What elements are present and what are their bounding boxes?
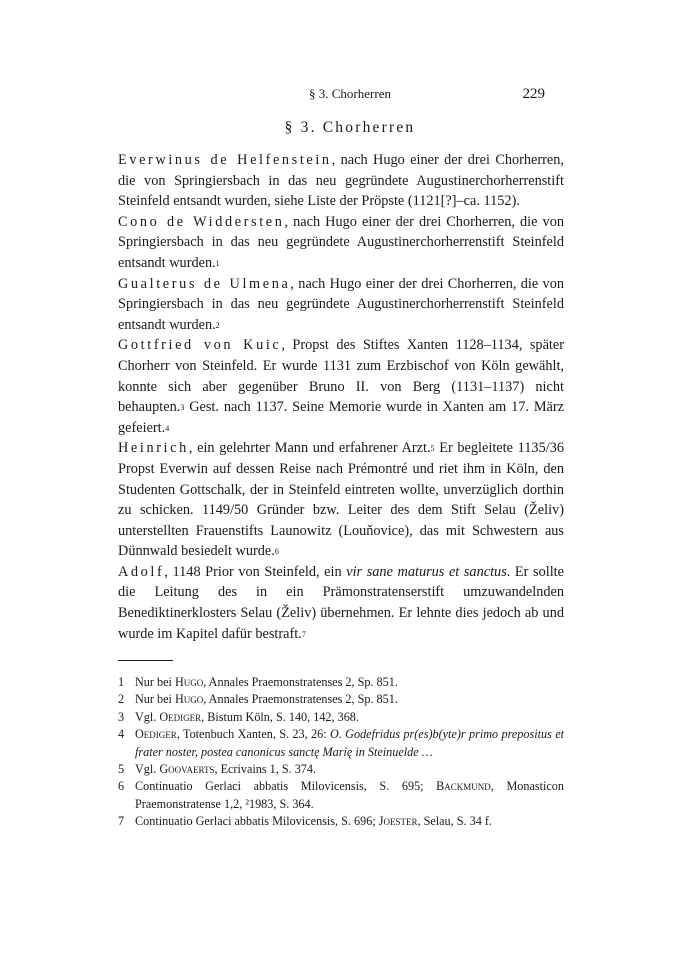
- footnote-text: , Bistum Köln, S. 140, 142, 368.: [201, 709, 359, 724]
- entry-text-cont: . Er sollte die Leitung des in ein Prämonstratenserstift umzuwandelnden Benediktinerklosters Selau (Želiv) übernehmen. Er lehnte dies jedoch ab und wurde im Kapitel dafür bestraft.: [118, 563, 564, 642]
- footnote-1: [118, 674, 564, 691]
- running-head: [0, 86, 700, 106]
- footnote-text: , Annales Praemonstratenses 2, Sp. 851.: [203, 675, 398, 689]
- footnote-4: [118, 726, 564, 761]
- footnote-3: [118, 709, 564, 726]
- entry-text-cont: Gest. nach 1137. Seine Memorie wurde in Xanten am 17. März gefeiert.: [118, 399, 564, 436]
- entry-gottfried: [118, 335, 564, 438]
- footnote-number: 7: [118, 814, 125, 829]
- entry-name: Gottfried von Kuic: [118, 337, 282, 354]
- entry-gualterus: [118, 274, 564, 336]
- entry-name: Heinrich: [118, 440, 189, 457]
- page-number: 229: [522, 86, 545, 102]
- entry-text-cont: Er begleitete 1135/36 Propst Everwin auf dessen Reise nach Prémontré und riet ihm in Köln, den Studenten Gottschalk, der in Steinfeld eintreten wollte, unverzüglich dorthin zu schicken. 1149/50 Gründer bzw. Leiter des dem Stift Selau (Želiv) unterstellten Frauenstifts Launowitz (Louňovice), das mit Schwestern aus Dünnwald besiedelt wurde.: [118, 440, 564, 560]
- footnote-author: Joester: [378, 814, 418, 829]
- footnote-author: Hugo: [174, 675, 204, 689]
- footnote-pre: Continuatio Gerlaci abbatis Milovicensis, S. 695;: [135, 779, 437, 794]
- footnote-number: 3: [118, 709, 125, 724]
- entry-text: , nach Hugo einer der drei Chorherren, die von Springiersbach in das neu gegründete Augustinerchorherrenstift Steinfeld entsandt wurden, siehe Liste der Pröpste (1121[?]–ca. 1152).: [118, 152, 564, 210]
- footnotes: [118, 674, 564, 831]
- section-title: § 3. Chorherren: [284, 119, 416, 136]
- latin-quote: vir sane maturus et sanctus: [346, 563, 507, 580]
- entry-text: , nach Hugo einer der drei Chorherren, die von Springiersbach in das neu gegründete Augustinerchorherrenstift Steinfeld entsandt wurden.: [118, 213, 564, 271]
- entry-cono: [118, 212, 564, 274]
- footnote-number: 4: [118, 727, 125, 742]
- entry-name: Gualterus de Ulmena: [118, 275, 291, 292]
- footnote-ref[interactable]: 5: [430, 444, 435, 454]
- footnote-ref[interactable]: 1: [215, 258, 220, 268]
- footnote-text: , Selau, S. 34 f.: [417, 814, 492, 829]
- footnote-6: [118, 778, 564, 813]
- entry-text: , nach Hugo einer der drei Chorherren, die von Springiersbach in das neu gegründete Augustinerchorherrenstift Steinfeld entsandt wurden.: [118, 275, 564, 333]
- footnote-number: 1: [118, 675, 125, 689]
- footnote-ref[interactable]: 4: [165, 423, 170, 433]
- footnote-pre: Continuatio Gerlaci abbatis Milovicensis, S. 696;: [135, 814, 379, 829]
- footnote-5: [118, 761, 564, 778]
- footnote-author: Backmund: [436, 779, 491, 794]
- entry-text: , ein gelehrter Mann und erfahrener Arzt.: [188, 440, 431, 457]
- entry-name: Cono de Widdersten: [118, 213, 285, 230]
- footnote-text: , Annales Praemonstratenses 2, Sp. 851.: [203, 692, 398, 707]
- footnote-pre: Nur bei: [135, 675, 175, 689]
- footnote-quote: O. Godefridus pr(es)b(yte)r primo prepositus et frater noster, postea canonicus sanctę Marię in Steinuelde …: [135, 727, 565, 759]
- footnote-number: 6: [118, 779, 125, 794]
- footnote-divider: [118, 660, 173, 661]
- footnote-author: Oediger: [135, 727, 177, 742]
- entry-everwinus: [118, 150, 564, 212]
- footnote-ref[interactable]: 3: [180, 403, 185, 413]
- main-text: [118, 150, 564, 644]
- footnote-number: 5: [118, 762, 125, 777]
- entry-name: Adolf: [118, 563, 165, 580]
- footnote-ref[interactable]: 2: [215, 320, 220, 330]
- footnote-author: Hugo: [174, 692, 204, 707]
- footnote-2: [118, 691, 564, 708]
- running-head-title: § 3. Chorherren: [309, 86, 391, 101]
- entry-text: , Propst des Stiftes Xanten 1128–1134, später Chorherr von Steinfeld. Er wurde 1131 zum Erzbischof von Köln gewählt, konnte sich aber gegenüber Bruno II. von Berg (1131–1137) nicht behaupten.: [118, 337, 565, 416]
- footnote-pre: Nur bei: [135, 692, 175, 707]
- entry-name: Everwinus de Helfenstein: [118, 152, 332, 168]
- footnote-ref[interactable]: 6: [274, 547, 279, 557]
- footnote-7: [118, 813, 564, 830]
- entry-heinrich: [118, 438, 564, 562]
- footnote-ref[interactable]: 7: [301, 629, 306, 639]
- footnote-pre: Vgl.: [135, 709, 160, 724]
- footnote-text: , Totenbuch Xanten, S. 23, 26:: [176, 727, 330, 742]
- footnote-text: , Monasticon Praemonstratense 1,2, ²1983, S. 364.: [135, 779, 564, 811]
- footnote-author: Goovaerts: [159, 762, 215, 777]
- footnote-text: , Ecrivains 1, S. 374.: [214, 762, 317, 777]
- entry-adolf: [118, 562, 564, 644]
- entry-text: , 1148 Prior von Steinfeld, ein: [164, 563, 347, 580]
- footnote-number: 2: [118, 692, 125, 707]
- footnote-pre: Vgl.: [135, 762, 160, 777]
- footnote-author: Oediger: [159, 709, 202, 724]
